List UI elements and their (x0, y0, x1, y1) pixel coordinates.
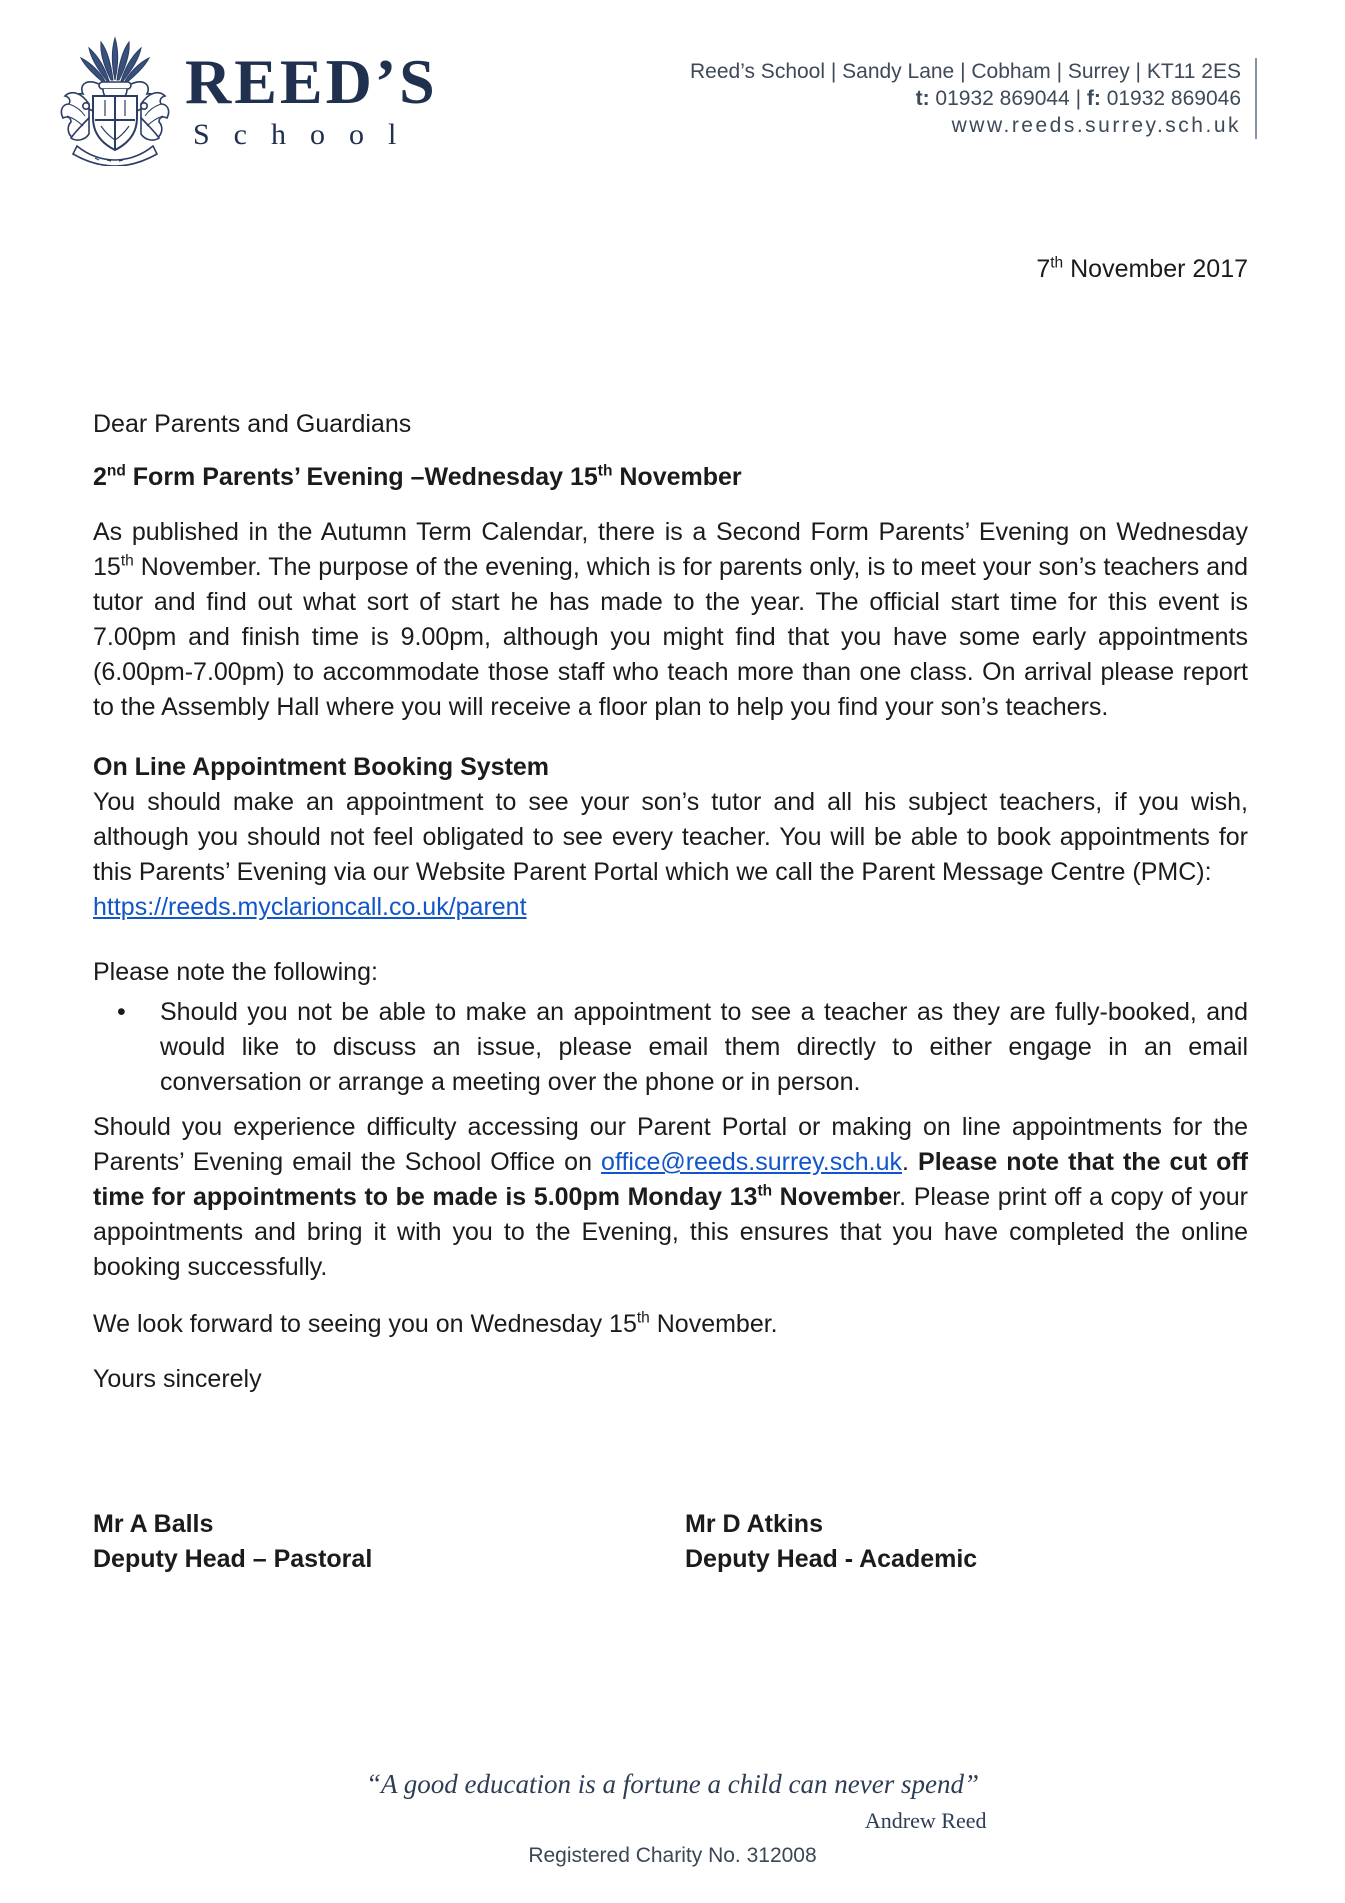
signature-block (93, 1507, 1248, 1577)
paragraph-ordinal: th (120, 552, 134, 570)
parent-portal-link[interactable]: https://reeds.myclarioncall.co.uk/parent (93, 893, 527, 921)
cutoff-bold-run: Novembe (772, 1183, 893, 1211)
paragraph-run: As published in the Autumn Term Calendar, there is a Second Form Parents’ Evening on Wednesday 15 (93, 518, 1248, 581)
paragraph-run: November. The purpose of the evening, which is for parents only, is to meet your son’s teachers and tutor and find out what sort of start he has made to the year. The official start time for this event is 7.00pm and finish time is 9.00pm, although you might find that you have some early appointments (6.00pm-7.00pm) to accommodate those staff who teach more than one class. On arrival please report to the Assembly Hall where you will receive a floor plan to help you find your son’s teachers. (93, 553, 1248, 721)
phone-fax-line (690, 85, 1241, 112)
subject-ordinal: th (597, 462, 613, 480)
signature-academic (685, 1507, 977, 1577)
school-name: REED’S (185, 46, 438, 117)
bullet-text: Should you not be able to make an appointment to see a teacher as they are fully-booked, and would like to discuss an issue, please email them directly to either engage in an email conversation or arrange a meeting over the phone or in person. (160, 998, 1248, 1096)
signature-pastoral (93, 1507, 685, 1577)
subject-run: 2 (93, 463, 107, 491)
subject-line (93, 460, 1248, 495)
signoff: Yours sincerely (93, 1365, 262, 1393)
school-wordmark (185, 34, 438, 150)
cutoff-ordinal: th (757, 1182, 773, 1200)
signatory-title: Deputy Head - Academic (685, 1545, 978, 1573)
page-footer (0, 1768, 1345, 1868)
closing-ordinal: th (636, 1309, 650, 1327)
school-address-block (690, 58, 1257, 139)
closing-line (93, 1307, 1248, 1342)
letterhead (0, 0, 1345, 166)
charity-number: Registered Charity No. 312008 (528, 1844, 817, 1868)
booking-paragraph: You should make an appointment to see your son’s tutor and all his subject teachers, if you wish, although you should not feel obligated to see every teacher. You will be able to book appointments for this Parents’ Evening via our Website Parent Portal which we call the Parent Message Centre (PMC): (93, 788, 1248, 886)
website-url: www.reeds.surrey.sch.uk (951, 114, 1241, 137)
paragraph-difficulty (93, 1110, 1248, 1285)
date-ordinal: th (1050, 254, 1064, 272)
subject-ordinal: nd (106, 462, 126, 480)
subject-run: Form Parents’ Evening –Wednesday 15 (125, 463, 598, 491)
paragraph-run: Should you experience difficulty accessing our Parent Portal or making on line appointments for the Parents’ Evening email the School Office on (93, 1113, 1248, 1176)
date-rest: November 2017 (1063, 255, 1248, 283)
booking-heading: On Line Appointment Booking System (93, 753, 550, 781)
note-intro: Please note the following: (93, 958, 378, 986)
address-line: Reed’s School | Sandy Lane | Cobham | Surrey | KT11 2ES (689, 60, 1241, 83)
signatory-name: Mr A Balls (93, 1510, 214, 1538)
date-day: 7 (1036, 255, 1051, 283)
office-email-link[interactable]: office@reeds.surrey.sch.uk (601, 1148, 903, 1176)
bullet-item (93, 995, 1248, 1100)
salutation: Dear Parents and Guardians (93, 410, 412, 438)
school-subname: School (193, 118, 421, 151)
signatory-name: Mr D Atkins (685, 1510, 823, 1538)
school-crest-icon (55, 34, 175, 166)
fax-label: f: (1086, 87, 1101, 110)
phone-number: 01932 869044 | (929, 87, 1087, 110)
closing-run: November. (649, 1310, 778, 1338)
paragraph-intro (93, 515, 1248, 725)
school-motto-quote: “A good education is a fortune a child can never spend” (366, 1769, 979, 1799)
cutoff-bold-run: Please note that the cut off time for appointments to be made is 5.00pm Monday 13 (93, 1148, 1248, 1211)
closing-run: We look forward to seeing you on Wednesday 15 (93, 1310, 637, 1338)
paragraph-run: . (902, 1148, 919, 1176)
booking-section (93, 750, 1248, 925)
fax-number: 01932 869046 (1100, 87, 1241, 110)
school-logo (55, 34, 438, 166)
signatory-title: Deputy Head – Pastoral (93, 1545, 373, 1573)
subject-run: November (612, 463, 742, 491)
paragraph-run: r. Please print off a copy of your appointments and bring it with you to the Evening, this ensures that you have completed the online booking successfully. (93, 1183, 1248, 1281)
letter-date (0, 252, 1345, 287)
bullet-marker: • (117, 998, 126, 1026)
quote-attribution: Andrew Reed (864, 1808, 987, 1834)
phone-label: t: (915, 87, 930, 110)
